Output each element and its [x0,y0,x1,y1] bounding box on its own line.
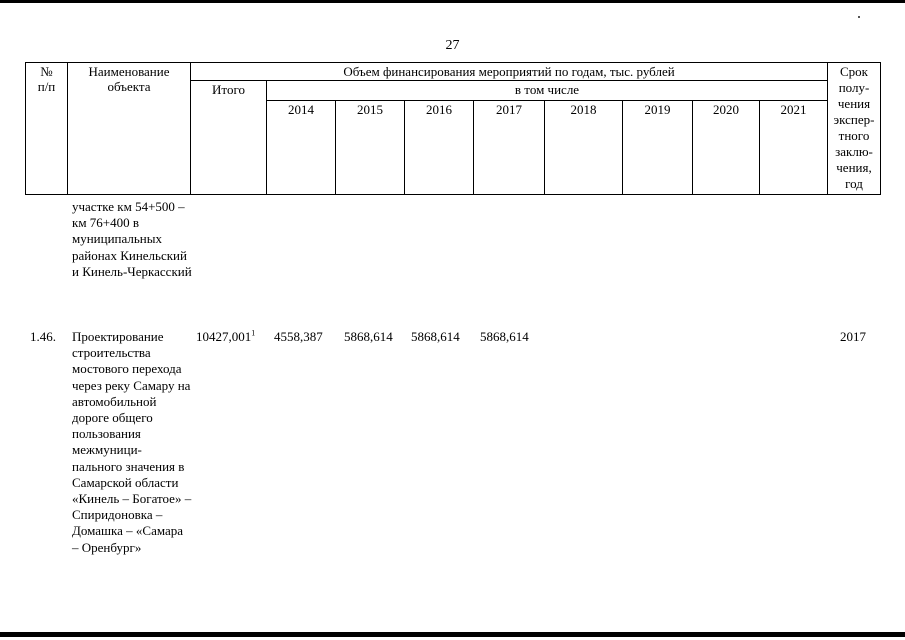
row-total: 10427,001 [196,329,252,344]
header-year-2016: 2016 [404,100,474,195]
row-name: Проектирование строительства мостового перехода через реку Самару на автомобильной дороге общего пользования межмуници-пального значения в Самарской области «Кинель – Богатое» – Спиридоновка – Домашка – «Самара – Оренбург» [72,329,192,555]
row-total-cell [196,329,255,345]
header-name: Наименование [88,64,170,79]
header-year-2017: 2017 [473,100,545,195]
continued-name: участке км 54+500 – км 76+400 в муниципальных районах Кинельский и Кинель-Черкасский [72,199,192,279]
row-value-2015: 5868,614 [344,329,393,344]
row-value-2017: 5868,614 [480,329,529,344]
row-value-2014: 4558,387 [274,329,323,344]
header-name-sub: объекта [107,79,151,94]
header-year-2021: 2021 [759,100,828,195]
header-number: № [40,64,53,79]
row-value-2016: 5868,614 [411,329,460,344]
header-year-2018: 2018 [544,100,623,195]
header-term: Срок полу-чения экспер-тного заклю-чения, год [827,62,881,195]
header-total: Итого [190,80,267,195]
top-border [0,0,905,3]
header-including: в том числе [266,80,828,101]
header-number-sub: п/п [37,79,56,94]
row-footnote: 1 [251,328,256,338]
header-year-2014: 2014 [266,100,336,195]
header-year-2015: 2015 [335,100,405,195]
row-number: 1.46. [30,329,56,344]
header-number-cell [25,62,68,195]
row-term: 2017 [840,329,866,344]
header-volume: Объем финансирования мероприятий по годам, тыс. рублей [190,62,828,81]
header-name-cell [67,62,191,195]
header-year-2019: 2019 [622,100,693,195]
bottom-border [0,632,905,637]
page-number: 27 [445,38,460,53]
header-year-2020: 2020 [692,100,760,195]
scan-speck [858,16,860,18]
